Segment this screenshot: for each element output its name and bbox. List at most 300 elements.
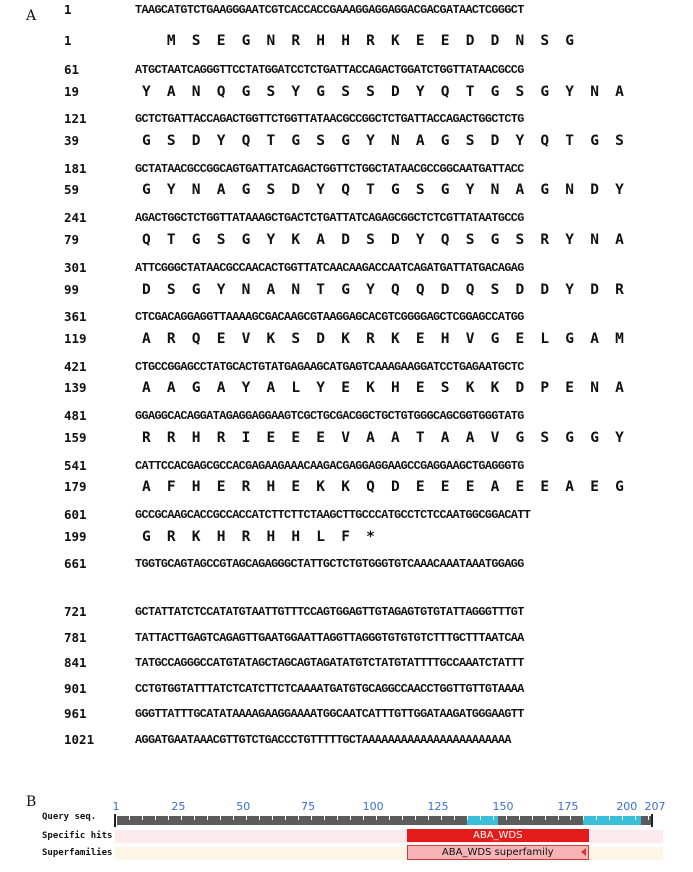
amino-acid: R	[540, 232, 550, 248]
amino-acid: A	[590, 331, 599, 347]
amino-acid: E	[440, 479, 450, 495]
amino-acid: A	[615, 84, 624, 100]
nt-sequence: ATGCTAATCAGGGTTCCTATGGATCCTCTGATTACCAGACTGGATCTGGTTATAACGCCG	[135, 63, 524, 77]
amino-acid: L	[291, 380, 301, 396]
axis-tick-mark	[285, 816, 286, 820]
amino-acid: H	[216, 529, 226, 545]
amino-acid: A	[142, 331, 151, 347]
amino-acid: E	[440, 33, 450, 49]
amino-acid: E	[291, 430, 301, 446]
axis-tick-mark	[493, 816, 494, 820]
amino-acid: A	[565, 479, 575, 495]
amino-acid: G	[191, 380, 201, 396]
amino-acid: G	[142, 133, 151, 149]
amino-acid: E	[565, 380, 575, 396]
nt-row	[0, 110, 693, 128]
amino-acid: Y	[415, 232, 425, 248]
amino-acid: A	[415, 133, 425, 149]
nt-position-number: 901	[64, 680, 87, 696]
panel-b-label: B	[26, 794, 37, 810]
aa-position-number: 39	[64, 133, 80, 148]
amino-acid: A	[515, 182, 525, 198]
axis-tick-mark	[116, 816, 117, 825]
amino-acid: N	[266, 33, 276, 49]
amino-acid: H	[191, 479, 201, 495]
axis-tick-mark	[220, 816, 221, 820]
axis-tick-label: 175	[557, 800, 579, 813]
nt-position-number: 121	[64, 111, 87, 126]
amino-acid: E	[341, 380, 350, 396]
amino-acid: Q	[142, 232, 151, 248]
amino-acid: N	[191, 182, 201, 198]
amino-acid: G	[291, 133, 301, 149]
nt-position-number: 961	[64, 706, 87, 722]
amino-acid: S	[266, 84, 276, 100]
axis-tick-mark	[506, 816, 507, 820]
amino-acid: N	[590, 232, 599, 248]
axis-tick-label: 125	[427, 800, 449, 813]
amino-acid: Y	[316, 380, 326, 396]
amino-acid: K	[341, 331, 350, 347]
axis-tick-mark	[609, 816, 610, 820]
amino-acid: P	[540, 380, 550, 396]
nt-sequence: GCTATAACGCCGGCAGTGATTATCAGACTGGTTCTGGCTATAACGCCGGCAATGATTACC	[135, 162, 524, 176]
nt-position-number: 481	[64, 408, 87, 423]
nt-row	[0, 61, 693, 79]
amino-acid: G	[590, 133, 599, 149]
nt-row	[0, 308, 693, 326]
amino-acid: G	[341, 282, 350, 298]
amino-acid: A	[142, 479, 151, 495]
nt-sequence: AGGATGAATAAACGTTGTCTGACCCTGTTTTTGCTAAAAAAAAAAAAAAAAAAAAAAA	[135, 733, 511, 747]
amino-acid: E	[216, 331, 226, 347]
amino-acid: A	[440, 430, 450, 446]
amino-acid: Y	[565, 282, 575, 298]
nt-sequence: GCTATTATCTCCATATGTAATTGTTTCCAGTGGAGTTGTAGAGTGTGTATTAGGGTTTGT	[135, 605, 524, 619]
query-highlight-segment	[583, 816, 640, 825]
amino-acid: S	[341, 84, 350, 100]
amino-acid: H	[341, 33, 350, 49]
amino-acid: E	[590, 479, 599, 495]
superfamilies-label: Superfamilies	[42, 848, 113, 858]
axis-tick-mark	[415, 816, 416, 820]
amino-acid: D	[540, 282, 550, 298]
amino-acid: S	[166, 282, 176, 298]
amino-acid: S	[465, 232, 475, 248]
axis-tick-label: 150	[492, 800, 514, 813]
nt-sequence: CCTGTGGTATTTATCTCATCTTCTCAAAATGATGTGCAGGCCAACCTGGTTGTTGTAAAA	[135, 681, 524, 696]
axis-tick-label: 1	[112, 800, 120, 813]
nt-row	[0, 407, 693, 425]
amino-acid: S	[540, 33, 550, 49]
nt-row	[0, 731, 693, 749]
axis-tick-mark	[376, 816, 377, 820]
amino-acid: E	[515, 479, 525, 495]
nt-position-number: 241	[64, 210, 87, 225]
amino-acid: H	[266, 479, 276, 495]
amino-acid: R	[166, 430, 176, 446]
amino-acid: G	[490, 232, 500, 248]
nt-sequence: TAAGCATGTCTGAAGGGAATCGTCACCACCGAAAGGAGGAGGACGACGATAACTCGGGCT	[135, 3, 524, 17]
nt-position-number: 721	[64, 604, 87, 619]
amino-acid: G	[241, 232, 251, 248]
axis-tick-mark	[428, 816, 429, 820]
query-seq-label: Query seq.	[42, 812, 97, 822]
amino-acid: E	[415, 479, 425, 495]
amino-acid: N	[515, 33, 525, 49]
amino-acid: A	[391, 430, 400, 446]
amino-acid: N	[191, 84, 201, 100]
aa-row	[0, 528, 693, 546]
amino-acid: A	[615, 380, 624, 396]
amino-acid: A	[216, 380, 226, 396]
axis-tick-mark	[454, 816, 455, 820]
amino-acid: Y	[565, 84, 575, 100]
amino-acid: E	[415, 380, 425, 396]
nt-position-number: 1021	[64, 732, 95, 747]
amino-acid: S	[540, 430, 550, 446]
amino-acid: Q	[415, 282, 425, 298]
amino-acid: S	[316, 133, 326, 149]
nt-row	[0, 680, 693, 698]
nt-row	[0, 654, 693, 672]
axis-tick-mark	[168, 816, 169, 820]
aa-row	[0, 330, 693, 348]
axis-tick-mark	[635, 816, 636, 820]
axis-tick-mark	[272, 816, 273, 820]
amino-acid: N	[241, 282, 251, 298]
nt-row	[0, 209, 693, 227]
amino-acid: G	[341, 133, 350, 149]
amino-acid: G	[191, 282, 201, 298]
amino-acid: Y	[291, 84, 301, 100]
amino-acid: H	[191, 430, 201, 446]
amino-acid: D	[490, 133, 500, 149]
amino-acid: D	[440, 282, 450, 298]
amino-acid: D	[341, 232, 350, 248]
amino-acid: A	[142, 380, 151, 396]
axis-tick-mark	[570, 816, 571, 820]
aa-position-number: 59	[64, 182, 80, 197]
amino-acid: G	[540, 182, 550, 198]
amino-acid: Y	[465, 182, 475, 198]
aa-row	[0, 379, 693, 397]
amino-acid: G	[391, 182, 400, 198]
amino-acid: D	[465, 33, 475, 49]
nt-row	[0, 160, 693, 178]
aa-row	[0, 281, 693, 299]
aa-position-number: 1	[64, 33, 72, 48]
amino-acid: Y	[216, 133, 226, 149]
amino-acid: A	[490, 479, 500, 495]
amino-acid: H	[316, 33, 326, 49]
amino-acid: E	[316, 430, 326, 446]
superfamily-aba-wds[interactable]: ABA_WDS superfamily	[407, 845, 589, 860]
amino-acid: D	[590, 182, 599, 198]
amino-acid: K	[291, 232, 301, 248]
nt-row	[0, 629, 693, 647]
amino-acid: A	[465, 430, 475, 446]
amino-acid: Y	[366, 133, 375, 149]
amino-acid: Y	[316, 182, 326, 198]
amino-acid: A	[316, 232, 326, 248]
amino-acid: T	[366, 182, 375, 198]
nt-sequence: TATGCCAGGGCCATGTATAGCTAGCAGTAGATATGTCTATGTATTTTGCCAAATCTATTT	[135, 656, 524, 671]
specific-hit-aba-wds[interactable]: ABA_WDS	[407, 829, 589, 842]
amino-acid: G	[515, 430, 525, 446]
nt-position-number: 61	[64, 62, 80, 77]
amino-acid: Q	[191, 331, 201, 347]
amino-acid: Q	[241, 133, 251, 149]
amino-acid: R	[142, 430, 151, 446]
amino-acid: G	[565, 33, 575, 49]
nt-row	[0, 259, 693, 277]
aa-row	[0, 32, 693, 50]
amino-acid: L	[540, 331, 550, 347]
amino-acid: N	[391, 133, 400, 149]
amino-acid: T	[266, 133, 276, 149]
amino-acid: G	[142, 529, 151, 545]
amino-acid: Y	[166, 182, 176, 198]
amino-acid: T	[316, 282, 326, 298]
amino-acid: Y	[615, 182, 624, 198]
amino-acid: K	[391, 33, 400, 49]
axis-tick-mark	[324, 816, 325, 820]
axis-tick-mark	[129, 816, 130, 820]
amino-acid: K	[465, 380, 475, 396]
amino-acid: G	[440, 133, 450, 149]
amino-acid: T	[415, 430, 425, 446]
nt-sequence: TATTACTTGAGTCAGAGTTGAATGGAATTAGGTTAGGGTGTGTGTCTTTGCTTTAATCAA	[135, 630, 524, 645]
amino-acid: L	[316, 529, 326, 545]
amino-acid: K	[316, 479, 326, 495]
amino-acid: G	[540, 84, 550, 100]
axis-tick-mark	[389, 816, 390, 820]
amino-acid: Q	[440, 232, 450, 248]
amino-acid: E	[216, 479, 226, 495]
amino-acid: S	[366, 84, 375, 100]
amino-acid: A	[615, 232, 624, 248]
aa-row	[0, 132, 693, 150]
aa-row	[0, 83, 693, 101]
nt-row	[0, 603, 693, 621]
amino-acid: G	[191, 232, 201, 248]
amino-acid: G	[241, 84, 251, 100]
axis-tick-label: 50	[236, 800, 251, 813]
axis-tick-mark	[583, 816, 584, 820]
amino-acid: T	[465, 84, 475, 100]
amino-acid: H	[266, 529, 276, 545]
amino-acid: H	[291, 529, 301, 545]
amino-acid: R	[615, 282, 624, 298]
nt-row	[0, 506, 693, 524]
axis-tick-mark	[246, 816, 247, 820]
amino-acid: E	[291, 479, 301, 495]
amino-acid: H	[440, 331, 450, 347]
nt-sequence: CTCGACAGGAGGTTAAAAGCGACAAGCGTAAGGAGCACGTCGGGGAGCTCGGAGCCATGG	[135, 310, 524, 324]
axis-tick-label: 100	[362, 800, 384, 813]
amino-acid: N	[590, 84, 599, 100]
amino-acid: F	[341, 529, 350, 545]
axis-tick-mark	[350, 816, 351, 820]
nt-position-number: 181	[64, 161, 87, 176]
amino-acid: R	[166, 529, 176, 545]
nt-sequence: AGACTGGCTCTGGTTATAAAGCTGACTCTGATTATCAGAGCGGCTCTCGTTATAATGCCG	[135, 211, 524, 225]
amino-acid: Y	[216, 282, 226, 298]
axis-tick-mark	[622, 816, 623, 820]
amino-acid: A	[266, 380, 276, 396]
nt-position-number: 541	[64, 458, 87, 473]
amino-acid: K	[391, 331, 400, 347]
amino-acid: H	[391, 380, 400, 396]
amino-acid: Q	[391, 282, 400, 298]
amino-acid: K	[191, 529, 201, 545]
nt-sequence: ATTCGGGCTATAACGCCAACACTGGTTATCAACAAGACCAATCAGATGATTATGACAGAG	[135, 261, 524, 275]
amino-acid: R	[291, 33, 301, 49]
aa-position-number: 99	[64, 282, 80, 297]
amino-acid: R	[366, 33, 375, 49]
aa-position-number: 79	[64, 232, 80, 247]
amino-acid: S	[216, 232, 226, 248]
nt-row	[0, 705, 693, 723]
amino-acid: Y	[415, 84, 425, 100]
aa-position-number: 139	[64, 380, 87, 395]
nt-position-number: 601	[64, 507, 87, 522]
nt-row	[0, 457, 693, 475]
axis-tick-mark	[142, 816, 143, 820]
amino-acid: E	[415, 33, 425, 49]
nt-sequence: GCTCTGATTACCAGACTGGTTCTGGTTATAACGCCGGCTCTGATTACCAGACTGGCTCTG	[135, 112, 524, 126]
axis-tick-mark	[181, 816, 182, 820]
amino-acid: N	[490, 182, 500, 198]
amino-acid: K	[366, 380, 375, 396]
amino-acid: Q	[216, 84, 226, 100]
amino-acid: Y	[266, 232, 276, 248]
aa-position-number: 159	[64, 430, 87, 445]
nt-row	[0, 1, 693, 19]
amino-acid: A	[166, 84, 176, 100]
nt-row	[0, 555, 693, 573]
amino-acid: R	[241, 529, 251, 545]
amino-acid: G	[142, 182, 151, 198]
amino-acid: N	[565, 182, 575, 198]
amino-acid: Q	[465, 282, 475, 298]
axis-tick-mark	[480, 816, 481, 820]
axis-tick-mark	[311, 816, 312, 820]
axis-tick-mark	[337, 816, 338, 820]
amino-acid: G	[565, 331, 575, 347]
nt-position-number: 421	[64, 359, 87, 374]
amino-acid: Y	[366, 282, 375, 298]
nt-sequence: CTGCCGGAGCCTATGCACTGTATGAGAAGCATGAGTCAAAGAAGGATCCTGAGAATGCTC	[135, 360, 524, 374]
amino-acid: Y	[565, 232, 575, 248]
amino-acid: E	[216, 33, 226, 49]
amino-acid: D	[316, 331, 326, 347]
amino-acid: K	[266, 331, 276, 347]
nt-sequence: GCCGCAAGCACCGCCACCATCTTCTTCTAAGCTTGCCCATGCCTCTCCAATGGCGGACATT	[135, 508, 531, 522]
nt-sequence: TGGTGCAGTAGCCGTAGCAGAGGGCTATTGCTCTGTGGGTGTCAAACAAATAAATGGAGG	[135, 557, 524, 571]
amino-acid: S	[515, 232, 525, 248]
query-bar-end-cap	[651, 814, 653, 827]
amino-acid: G	[440, 182, 450, 198]
nt-sequence: GGGTTATTTGCATATAAAAGAAGGAAAATGGCAATCATTTGTTGGATAAGATGGGAAGTT	[135, 707, 524, 722]
domain-panel	[0, 790, 693, 872]
amino-acid: S	[266, 182, 276, 198]
amino-acid: R	[166, 331, 176, 347]
amino-acid: K	[341, 479, 350, 495]
amino-acid: K	[490, 380, 500, 396]
axis-tick-mark	[194, 816, 195, 820]
amino-acid: S	[415, 182, 425, 198]
amino-acid: G	[316, 84, 326, 100]
amino-acid: E	[415, 331, 425, 347]
aa-row	[0, 181, 693, 199]
amino-acid: G	[241, 182, 251, 198]
amino-acid: S	[615, 133, 624, 149]
amino-acid: D	[515, 380, 525, 396]
amino-acid: Q	[366, 479, 375, 495]
amino-acid: E	[266, 430, 276, 446]
axis-tick-mark	[363, 816, 364, 820]
amino-acid: N	[291, 282, 301, 298]
axis-tick-label: 75	[301, 800, 316, 813]
axis-tick-mark	[233, 816, 234, 820]
amino-acid: G	[590, 430, 599, 446]
axis-tick-mark	[441, 816, 442, 820]
nt-sequence: CATTCCACGAGCGCCACGAGAAGAAACAAGACGAGGAGGAAGCCGAGGAAGCTGAGGGTG	[135, 459, 524, 473]
axis-tick-mark	[402, 816, 403, 820]
amino-acid: Q	[341, 182, 350, 198]
amino-acid: G	[615, 479, 624, 495]
amino-acid: V	[241, 331, 251, 347]
amino-acid: S	[440, 380, 450, 396]
amino-acid: S	[366, 232, 375, 248]
nt-position-number: 841	[64, 655, 87, 671]
amino-acid: S	[465, 133, 475, 149]
amino-acid: G	[490, 84, 500, 100]
amino-acid: Y	[615, 430, 624, 446]
aa-position-number: 119	[64, 331, 87, 346]
amino-acid: I	[241, 430, 251, 446]
aa-position-number: 19	[64, 84, 80, 99]
amino-acid: S	[515, 84, 525, 100]
amino-acid: Q	[440, 84, 450, 100]
amino-acid: G	[241, 33, 251, 49]
amino-acid: G	[490, 331, 500, 347]
stop-codon-mark: *	[366, 529, 375, 545]
amino-acid: D	[291, 182, 301, 198]
amino-acid: Y	[241, 380, 251, 396]
amino-acid: T	[166, 232, 176, 248]
amino-acid: E	[515, 331, 525, 347]
amino-acid: Y	[515, 133, 525, 149]
amino-acid: R	[366, 331, 375, 347]
nt-sequence: GGAGGCACAGGATAGAGGAGGAAGTCGCTGCGACGGCTGCTGTGGGCAGCGGTGGGTATG	[135, 409, 524, 423]
axis-tick-mark	[467, 816, 468, 820]
amino-acid: D	[191, 133, 201, 149]
aa-position-number: 199	[64, 529, 87, 544]
axis-tick-mark	[298, 816, 299, 820]
axis-tick-mark	[207, 816, 208, 820]
amino-acid: M	[166, 33, 176, 49]
specific-hits-label: Specific hits	[42, 831, 113, 841]
amino-acid: D	[142, 282, 151, 298]
nt-row	[0, 358, 693, 376]
amino-acid: D	[590, 282, 599, 298]
amino-acid: G	[565, 430, 575, 446]
amino-acid: D	[391, 232, 400, 248]
amino-acid: Q	[540, 133, 550, 149]
